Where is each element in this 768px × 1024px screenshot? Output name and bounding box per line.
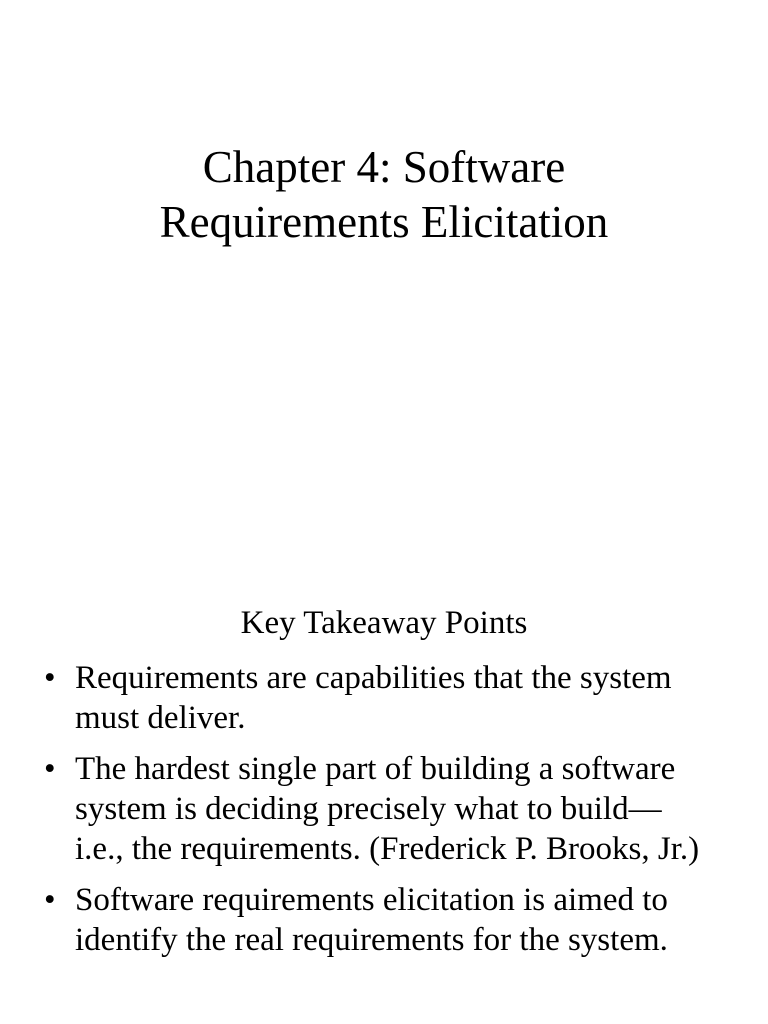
slide-title [0, 140, 768, 250]
bullet-icon: • [44, 751, 56, 787]
bullet-icon: • [44, 660, 56, 696]
takeaway-item-1 [44, 658, 744, 738]
title-line-1: Chapter 4: Software [202, 142, 566, 192]
takeaway-text-line: The hardest single part of building a software [75, 751, 676, 787]
takeaway-text-line: must deliver. [75, 700, 246, 736]
takeaway-text-line: identify the real requirements for the system. [75, 922, 668, 958]
title-line-2: Requirements Elicitation [159, 197, 609, 247]
takeaway-text-line: i.e., the requirements. (Frederick P. Brooks, Jr.) [75, 831, 700, 867]
takeaway-heading: Key Takeaway Points [240, 605, 528, 641]
takeaway-item-3 [44, 880, 744, 960]
takeaway-text-line: Software requirements elicitation is aimed to [75, 882, 668, 918]
takeaway-text-line: system is deciding precisely what to build— [75, 791, 662, 827]
takeaway-item-2 [44, 749, 744, 869]
bullet-icon: • [44, 882, 56, 918]
takeaway-list [44, 658, 744, 971]
takeaway-text-line: Requirements are capabilities that the system [75, 660, 672, 696]
